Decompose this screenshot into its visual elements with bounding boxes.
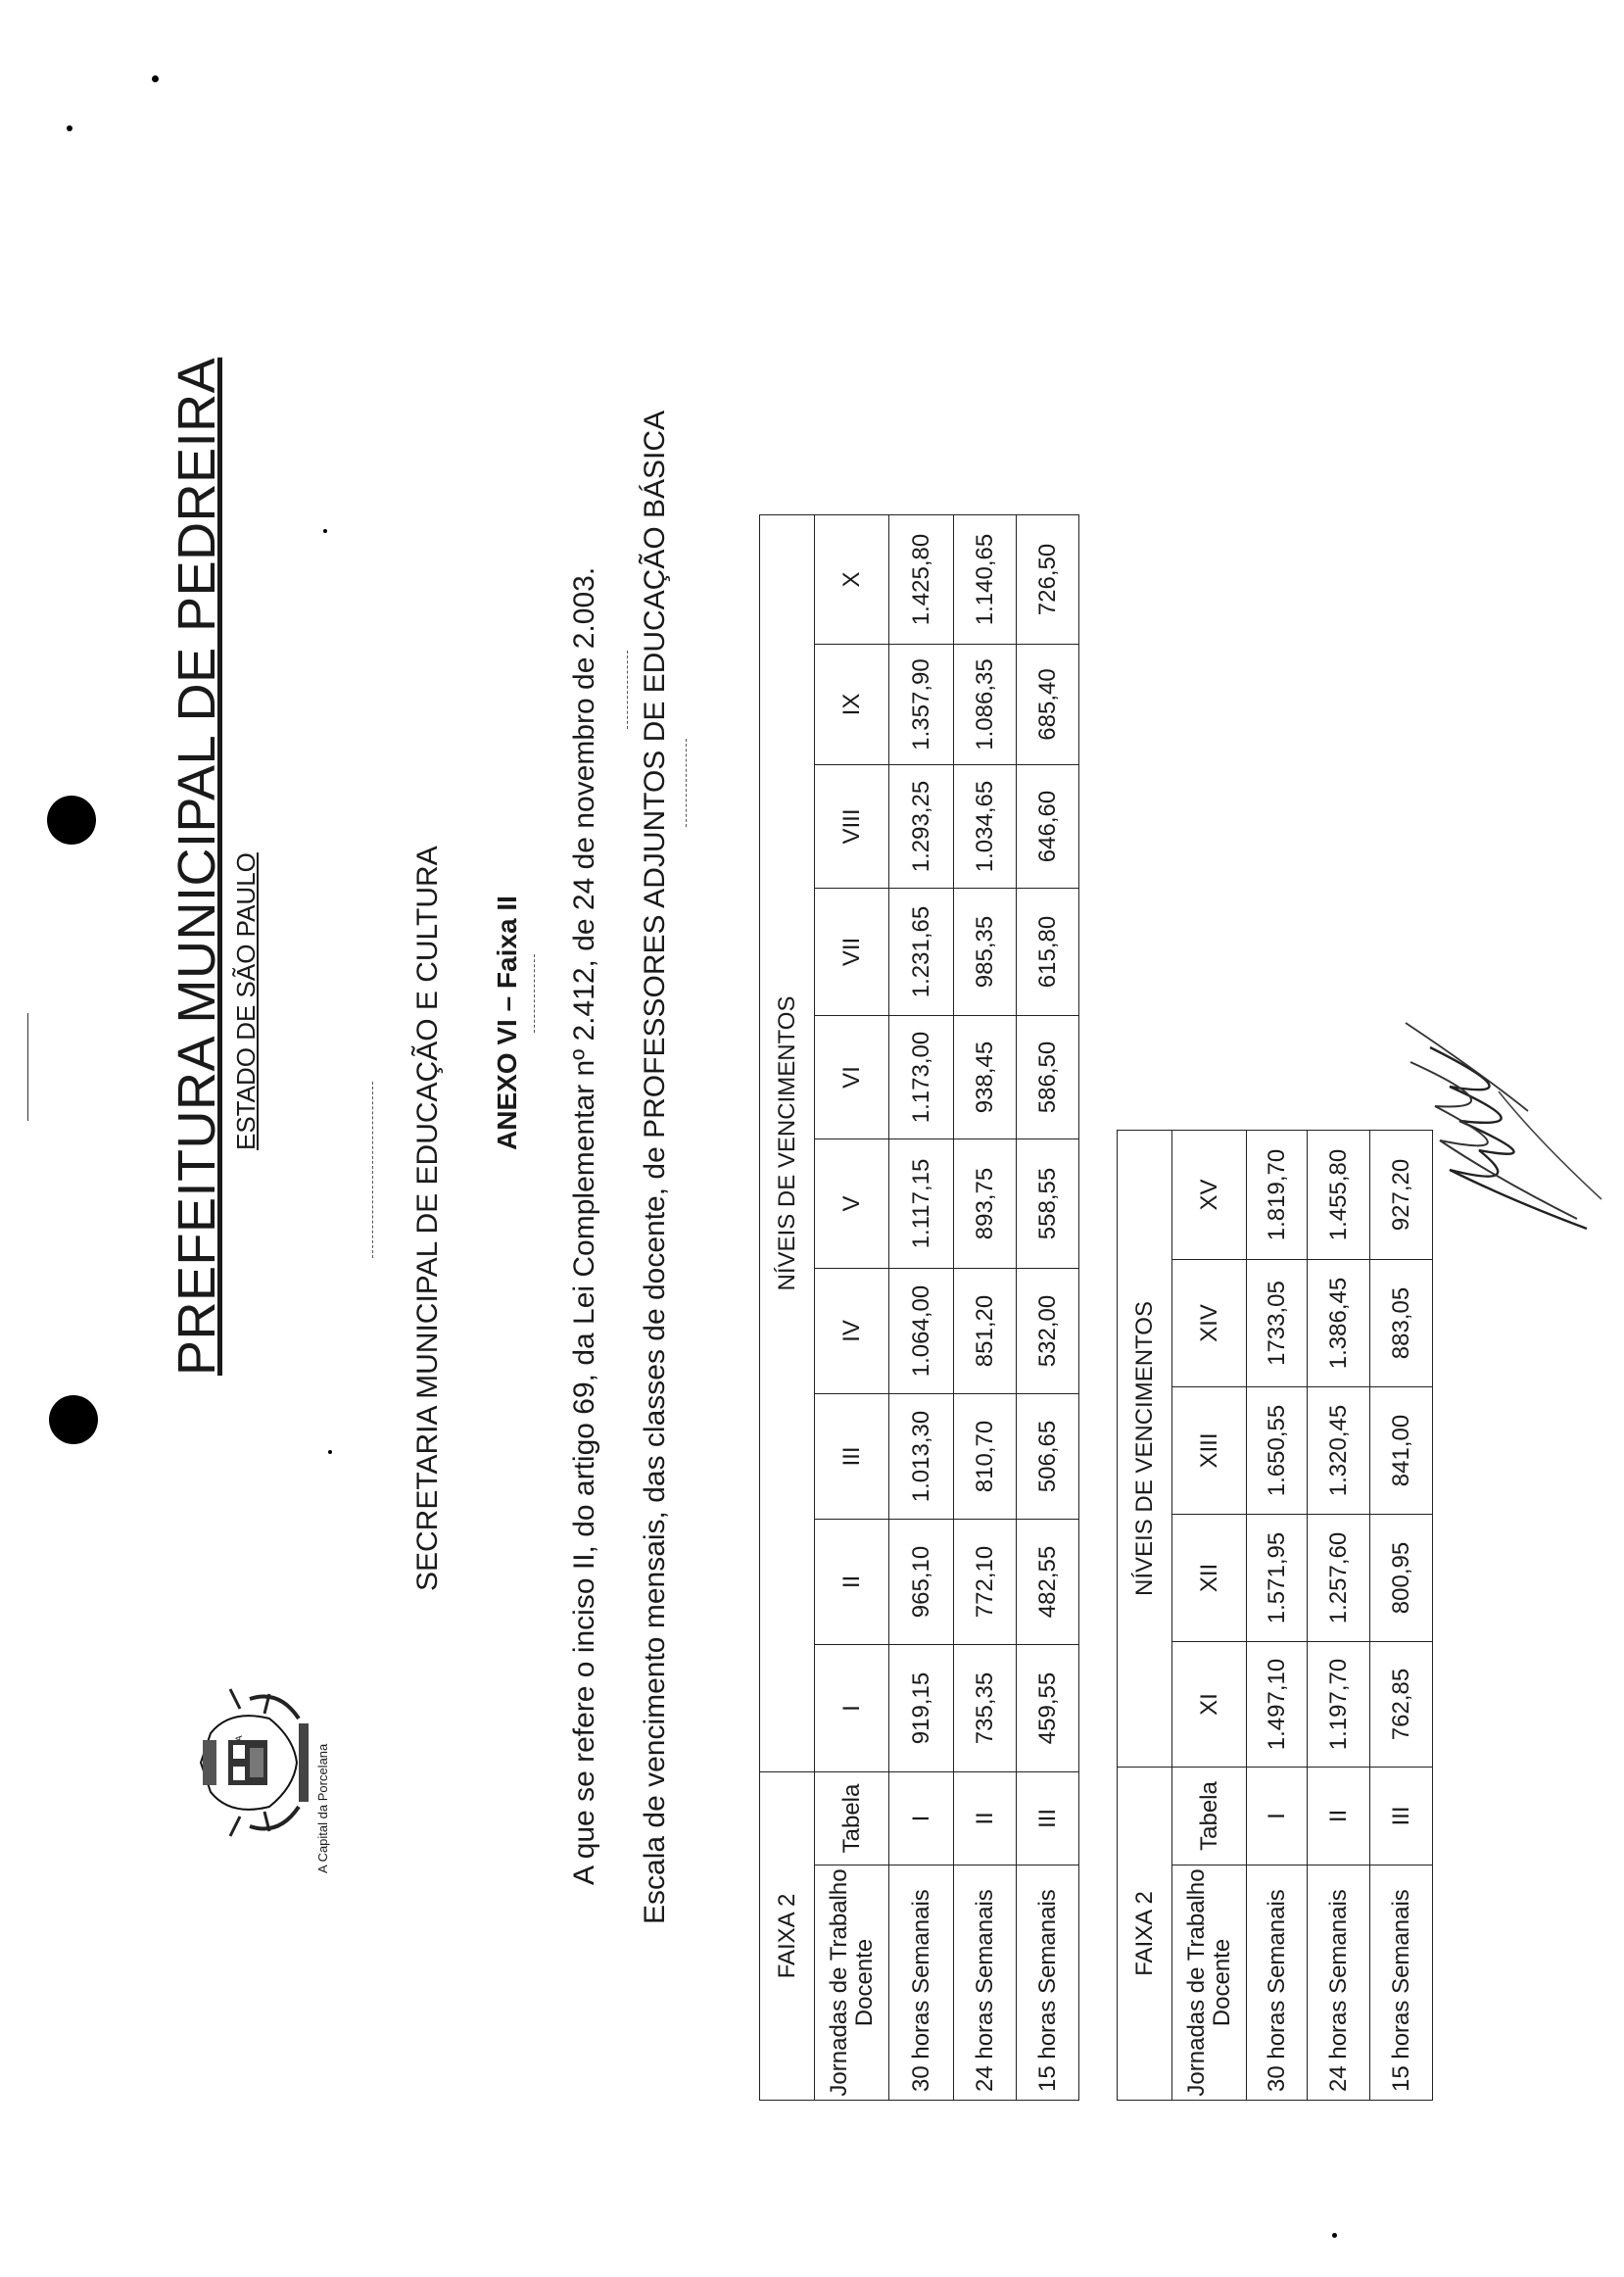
value-cell: 646,60 (1017, 765, 1079, 889)
salary-table-levels-i-x (759, 514, 1079, 2101)
value-cell: 985,35 (954, 889, 1017, 1016)
value-cell: 919,15 (889, 1645, 954, 1772)
value-cell: 883,05 (1370, 1260, 1433, 1387)
value-cell: 726,50 (1017, 515, 1079, 645)
value-cell: 927,20 (1370, 1131, 1433, 1260)
speck (152, 75, 159, 82)
intro-line: A que se refere o inciso II, do artigo 69, da Lei Complementar nº 2.412, de 24 de novembro de 2.003. (568, 566, 600, 1885)
speck (67, 125, 72, 131)
scan-line (27, 1013, 28, 1121)
scale-line: Escala de vencimento mensais, das classes de docente, de PROFESSORES ADJUNTOS DE EDUCAÇÃO BÁSICA (639, 410, 671, 1924)
level-header: IX (815, 645, 889, 765)
value-cell: 1.497,10 (1247, 1642, 1308, 1768)
value-cell: 1733,05 (1247, 1260, 1308, 1387)
value-cell: 772,10 (954, 1520, 1017, 1645)
level-header: IV (815, 1269, 889, 1394)
level-header: V (815, 1139, 889, 1269)
value-cell: 1.819,70 (1247, 1131, 1308, 1260)
scan-line (627, 651, 628, 729)
speck (328, 1450, 332, 1454)
table-row (1308, 1131, 1370, 2101)
tabela-cell: I (1247, 1768, 1308, 1865)
tabela-cell: II (1308, 1768, 1370, 1865)
speck (1332, 2233, 1337, 2238)
value-cell: 1.386,45 (1308, 1260, 1370, 1387)
scan-line (686, 739, 687, 827)
tabela-cell: I (889, 1772, 954, 1865)
value-cell: 558,55 (1017, 1139, 1079, 1269)
punch-hole-left (49, 1395, 98, 1444)
jornada-cell: 24 horas Semanais (1308, 1865, 1370, 2101)
value-cell: 938,45 (954, 1016, 1017, 1139)
tabela-cell: III (1370, 1768, 1433, 1865)
jornada-cell: 15 horas Semanais (1017, 1865, 1079, 2101)
value-cell: 1.140,65 (954, 515, 1017, 645)
value-cell: 685,40 (1017, 645, 1079, 765)
value-cell: 1.320,45 (1308, 1387, 1370, 1515)
value-cell: 851,20 (954, 1269, 1017, 1394)
value-cell: 1.650,55 (1247, 1387, 1308, 1515)
value-cell: 1.455,80 (1308, 1131, 1370, 1260)
value-cell: 532,00 (1017, 1269, 1079, 1394)
annex-title: ANEXO VI – Faixa II (492, 896, 522, 1150)
value-cell: 1.231,65 (889, 889, 954, 1016)
level-header: II (815, 1520, 889, 1645)
value-cell: 615,80 (1017, 889, 1079, 1016)
value-cell: 1.357,90 (889, 645, 954, 765)
jornada-cell: 15 horas Semanais (1370, 1865, 1433, 2101)
level-header: XI (1172, 1642, 1247, 1768)
salary-table-levels-xi-xv (1117, 1130, 1433, 2101)
faixa-label: FAIXA 2 (1118, 1768, 1172, 2101)
value-cell: 506,65 (1017, 1394, 1079, 1520)
value-cell: 1.197,70 (1308, 1642, 1370, 1768)
tabela-cell: II (954, 1772, 1017, 1865)
municipal-crest-icon (171, 1650, 338, 1875)
speck (323, 529, 327, 533)
value-cell: 1.173,00 (889, 1016, 954, 1139)
logo-caption: A Capital da Porcelana (315, 1743, 330, 1873)
value-cell: 459,55 (1017, 1645, 1079, 1772)
value-cell: 810,70 (954, 1394, 1017, 1520)
handwritten-signature (1391, 1003, 1616, 1258)
col-tabela-header: Tabela (1172, 1768, 1247, 1865)
level-header: I (815, 1645, 889, 1772)
value-cell: 841,00 (1370, 1387, 1433, 1515)
page-title: PREFEITURA MUNICIPAL DE PEDREIRA (167, 357, 226, 1376)
jornada-cell: 24 horas Semanais (954, 1865, 1017, 2101)
table-row (1247, 1131, 1308, 2101)
value-cell: 893,75 (954, 1139, 1017, 1269)
value-cell: 800,95 (1370, 1515, 1433, 1642)
col-jornadas-header: Jornadas de Trabalho Docente (1172, 1865, 1247, 2101)
table-row (1017, 515, 1079, 2101)
level-header: III (815, 1394, 889, 1520)
level-header: XIII (1172, 1387, 1247, 1515)
level-header: XIV (1172, 1260, 1247, 1387)
level-header: XII (1172, 1515, 1247, 1642)
value-cell: 735,35 (954, 1645, 1017, 1772)
value-cell: 1.425,80 (889, 515, 954, 645)
col-jornadas-header: Jornadas de Trabalho Docente (815, 1865, 889, 2101)
value-cell: 1.034,65 (954, 765, 1017, 889)
level-header: XV (1172, 1131, 1247, 1260)
jornada-cell: 30 horas Semanais (1247, 1865, 1308, 2101)
value-cell: 1.571,95 (1247, 1515, 1308, 1642)
col-tabela-header: Tabela (815, 1772, 889, 1865)
table-row (1370, 1131, 1433, 2101)
value-cell: 1.013,30 (889, 1394, 954, 1520)
scan-line (372, 1082, 373, 1258)
value-cell: 482,55 (1017, 1520, 1079, 1645)
faixa-label: FAIXA 2 (760, 1772, 815, 2101)
level-header: VIII (815, 765, 889, 889)
value-cell: 586,50 (1017, 1016, 1079, 1139)
value-cell: 1.117,15 (889, 1139, 954, 1269)
tabela-cell: III (1017, 1772, 1079, 1865)
group-header: NÍVEIS DE VENCIMENTOS (1118, 1131, 1172, 1768)
scan-line (534, 954, 535, 1033)
level-header: VI (815, 1016, 889, 1139)
jornada-cell: 30 horas Semanais (889, 1865, 954, 2101)
value-cell: 1.293,25 (889, 765, 954, 889)
table-row (954, 515, 1017, 2101)
state-subtitle: ESTADO DE SÃO PAULO (231, 852, 261, 1150)
punch-hole-right (47, 796, 96, 845)
value-cell: 1.064,00 (889, 1269, 954, 1394)
level-header: X (815, 515, 889, 645)
group-header: NÍVEIS DE VENCIMENTOS (760, 515, 815, 1772)
department-name: SECRETARIA MUNICIPAL DE EDUCAÇÃO E CULTURA (411, 846, 444, 1591)
level-header: VII (815, 889, 889, 1016)
table-row (889, 515, 954, 2101)
value-cell: 1.257,60 (1308, 1515, 1370, 1642)
value-cell: 762,85 (1370, 1642, 1433, 1768)
value-cell: 965,10 (889, 1520, 954, 1645)
value-cell: 1.086,35 (954, 645, 1017, 765)
